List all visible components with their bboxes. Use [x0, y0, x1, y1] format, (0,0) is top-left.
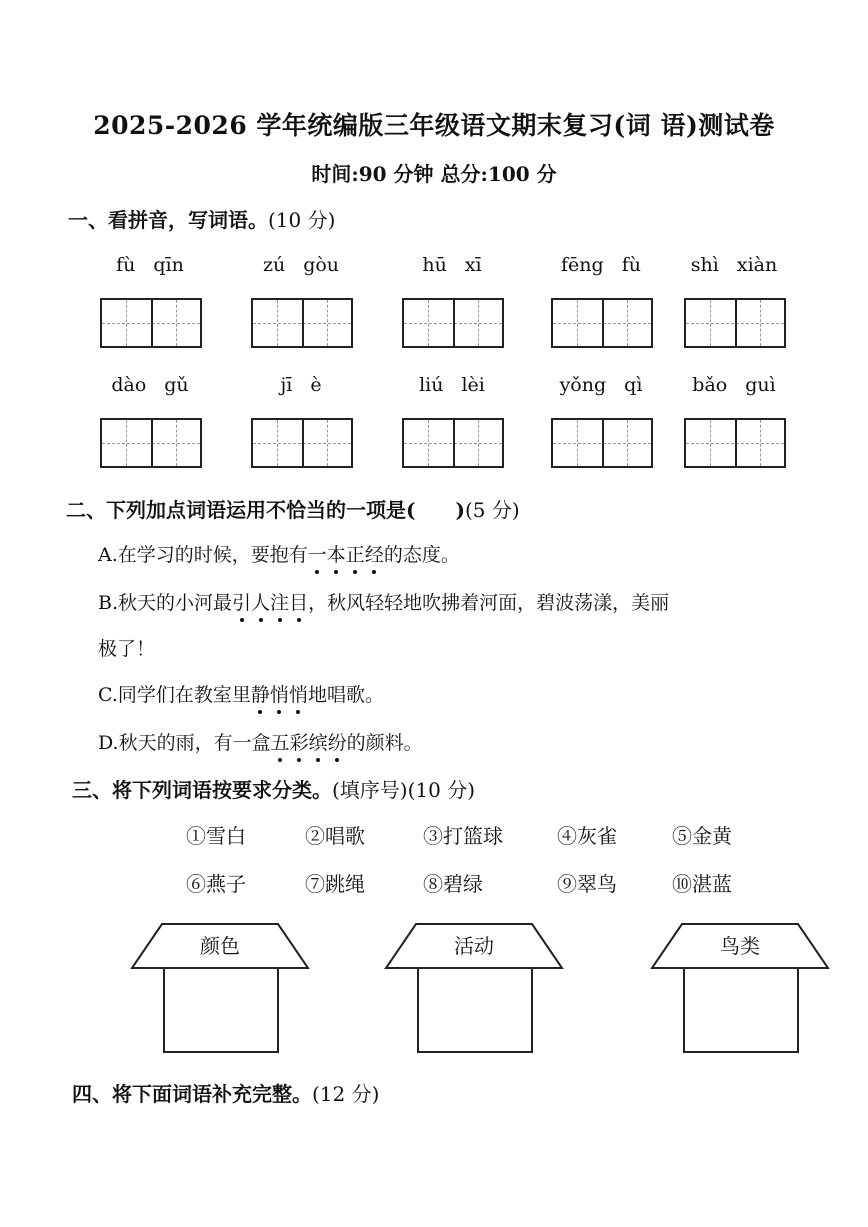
pinyin-label: dào gǔ	[111, 374, 189, 396]
answer-box[interactable]	[684, 418, 786, 468]
answer-box[interactable]	[402, 298, 504, 348]
house-label: 颜色	[200, 934, 240, 958]
pinyin-label: liú lèi	[419, 374, 485, 396]
word-item: ①雪白	[186, 824, 246, 848]
category-house[interactable]	[384, 922, 564, 1062]
answer-box[interactable]	[551, 298, 653, 348]
pinyin-label: hū xī	[422, 254, 482, 276]
section3-heading: 三、将下列词语按要求分类。(填序号)(10 分)	[72, 778, 476, 802]
word-item: ②唱歌	[305, 824, 365, 848]
option-b: B.秋天的小河最引人注目，秋风轻轻地吹拂着河面，碧波荡漾，美丽	[98, 588, 669, 615]
answer-box[interactable]	[251, 418, 353, 468]
option-a: A.在学习的时候，要抱有一本正经的态度。	[98, 540, 460, 567]
category-house[interactable]	[130, 922, 310, 1062]
page-title: 2025-2026 学年统编版三年级语文期末复习(词 语)测试卷	[93, 111, 775, 140]
dotted-word: 五彩缤纷	[271, 732, 347, 754]
section4-heading: 四、将下面词语补充完整。(12 分)	[72, 1082, 380, 1106]
answer-box[interactable]	[402, 418, 504, 468]
word-item: ⑨翠鸟	[557, 872, 617, 896]
word-item: ⑥燕子	[186, 872, 246, 896]
word-item: ④灰雀	[557, 824, 617, 848]
category-house[interactable]	[650, 922, 830, 1062]
option-b-cont: 极了！	[98, 638, 156, 660]
word-item: ⑤金黄	[672, 824, 732, 848]
pinyin-label: zú gòu	[262, 254, 340, 276]
answer-box[interactable]	[684, 298, 786, 348]
answer-box[interactable]	[551, 418, 653, 468]
dotted-word: 静悄悄	[251, 684, 308, 706]
house-label: 鸟类	[720, 934, 760, 958]
pinyin-label: jī è	[280, 374, 322, 396]
dotted-word: 一本正经	[308, 544, 384, 566]
pinyin-label: shì xiàn	[690, 254, 778, 276]
section2-heading: 二、下列加点词语运用不恰当的一项是( )(5 分)	[66, 498, 520, 522]
word-item: ⑦跳绳	[305, 872, 365, 896]
answer-box[interactable]	[251, 298, 353, 348]
answer-box[interactable]	[100, 298, 202, 348]
exam-info: 时间:90 分钟 总分:100 分	[311, 162, 557, 186]
section1-heading: 一、看拼音，写词语。(10 分)	[68, 208, 336, 232]
dotted-word: 引人注目	[232, 592, 308, 614]
word-item: ⑩湛蓝	[672, 872, 732, 896]
house-label: 活动	[454, 934, 494, 958]
pinyin-label: fù qīn	[116, 254, 184, 276]
word-item: ⑧碧绿	[423, 872, 483, 896]
word-item: ③打篮球	[423, 824, 503, 848]
option-c: C.同学们在教室里静悄悄地唱歌。	[98, 680, 384, 707]
answer-box[interactable]	[100, 418, 202, 468]
pinyin-label: fēng fù	[561, 254, 641, 276]
option-d: D.秋天的雨，有一盒五彩缤纷的颜料。	[98, 728, 423, 755]
pinyin-label: bǎo guì	[692, 374, 776, 396]
pinyin-label: yǒng qì	[559, 374, 643, 396]
